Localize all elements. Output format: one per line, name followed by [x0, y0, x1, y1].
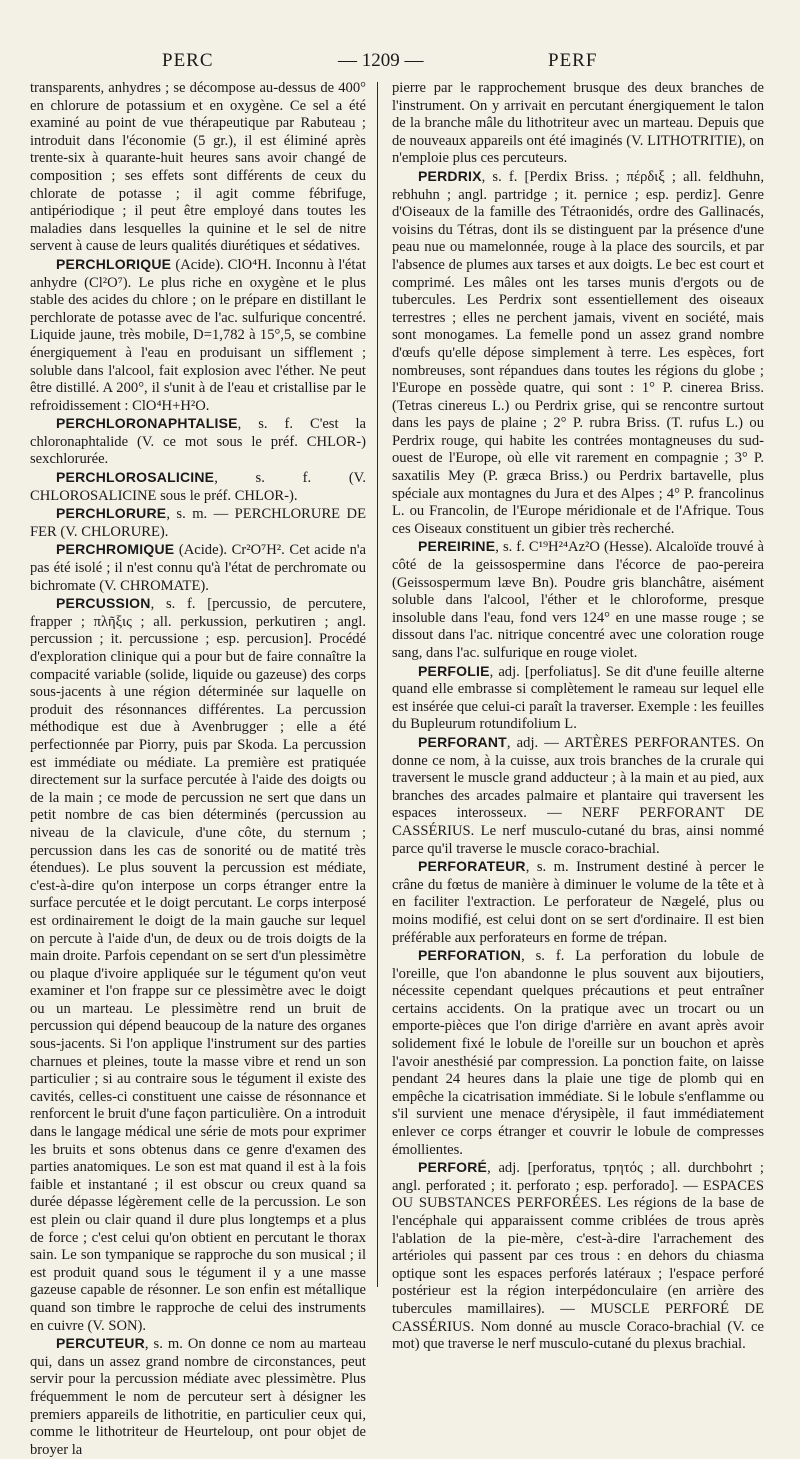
left-column [30, 80, 366, 1458]
entry-text: , s. m. Instrument destiné à percer le crâne du fœtus de manière à diminuer le volume de la tête et à en faciliter l'extraction. Le perforateur de Nægelé, plus ou moins modifié, est celui dont on se sert d'ordinaire. Il est bien préférable aux perforateurs en forme de trépan. [392, 859, 764, 946]
entry-percussion [30, 595, 366, 1335]
entry-perchlorure [30, 505, 366, 541]
entry-headword: PEREIRINE [418, 538, 496, 555]
entry-text: , s. f. (V. CHLOROSALICINE sous le préf. CHLOR-). [30, 470, 366, 504]
entry-headword: PERCHLORIQUE [56, 255, 172, 272]
entry-text: , s. f. C'est la chloronaphtalide (V. ce mot sous le préf. CHLOR-) sexchlorurée. [30, 416, 366, 468]
entry-headword: PERFORÉ [418, 1159, 488, 1176]
entry-text: , adj. [perfoliatus]. Se dit d'une feuille alterne quand elle embrasse si complètement le rameau sur lequel elle est insérée que celui-ci paraît la traverser. Exemple : les feuilles du Bupleurum rotundifolium L. [392, 663, 764, 733]
entry-text: , s. f. C¹⁹H²⁴Az²O (Hesse). Alcaloïde trouvé à côté de la geissospermine dans l'écorce de pao-pereira (Geissospermum læve Bn). Poudre gris blanchâtre, aisément soluble dans l'alcool, l'éther et le chloroforme, presque insoluble dans l'eau, fond vers 124° en une masse rouge ; se dissout dans l'ac. nitrique concentré avec une coloration rouge sang, dans l'ac. sulfurique en rouge violet. [392, 539, 764, 661]
entry-pereirine [392, 538, 764, 662]
entry-perfore [392, 1159, 764, 1354]
entry-headword: PERFORANT [418, 733, 507, 750]
running-head [0, 44, 800, 74]
entry-perforant [392, 734, 764, 858]
entry-perchloronaphtalise [30, 415, 366, 469]
entry-perfolie [392, 663, 764, 734]
entry-text: , s. m. On donne ce nom au marteau qui, dans un assez grand nombre de circonstances, peut servir pour la percussion médiate avec plessimètre. Plus fréquemment le nom de percuteur sert à désigner les premiers appareils de lithotritie, en particulier ceux qui, comme le lithotriteur de Heurteloup, ont pour objet de broyer la [30, 1336, 366, 1458]
entry-text: pierre par le rapprochement brusque des deux branches de l'instrument. On y arrivait en percutant énergiquement le talon de la branche mâle du lithotriteur avec un marteau. Depuis que de nouveaux appareils ont été imaginés (V. LITHOTRITIE), on n'emploie plus ces percuteurs. [392, 80, 764, 167]
entry-perforateur [392, 858, 764, 947]
entry-perchlorique [30, 256, 366, 415]
entry-headword: PERCHLORURE [56, 505, 167, 522]
entry-continuation [30, 80, 366, 256]
entry-text: , adj. [perforatus, τρητός ; all. durchbohrt ; angl. perforated ; it. perforato ; esp. perforado]. — ESPACES OU SUBSTANCES PERFORÉES. Les régions de la base de l'encéphale qui apparaissent comme criblées de trous après l'ablation de la pie-mère, c'est-à-dire l'arrachement des artérioles qui passent par ces trous : en dehors du chiasma optique sont les espaces perforés latéraux ; l'espace perforé postérieur est la région interpédonculaire (en arrière des tubercules mamillaires). — MUSCLE PERFORÉ DE CASSÉRIUS. Nom donné au muscle Coraco-brachial (V. ce mot) que traverse le nerf musculo-cutané du plexus brachial. [392, 1160, 764, 1353]
entry-headword: PERCHROMIQUE [56, 541, 175, 558]
entry-headword: PERDRIX [418, 167, 482, 184]
page-number: — 1209 — [338, 50, 424, 71]
entry-headword: PERCUSSION [56, 595, 151, 612]
entry-text: , adj. — ARTÈRES PERFORANTES. On donne ce nom, à la cuisse, aux trois branches de la crurale qui traversent le muscle grand adducteur ; à la main et au pied, aux branches des arcades palmaire et plantaire qui traversent les espaces interosseux. — NERF PERFORANT DE CASSÉRIUS. Le nerf musculo-cutané du bras, ainsi nommé parce qu'il traverse le muscle coraco-brachial. [392, 734, 764, 857]
entry-headword: PERCUTEUR [56, 1335, 145, 1352]
entry-text: (Acide). ClO⁴H. Inconnu à l'état anhydre (Cl²O⁷). Le plus riche en oxygène et le plus stable des acides du chlore ; on le prépare en distillant le perchlorate de potasse avec de l'ac. sulfurique concentré. Liquide jaune, très mobile, D=1,782 à 15°,5, se combine énergiquement à l'eau en produisant un sifflement ; soluble dans l'alcool, fait explosion avec l'éther. Ne peut être distillé. A 200°, il s'unit à de l'eau et cristallise par le refroidissement : ClO⁴H+H²O. [30, 256, 366, 414]
entry-percuteur [30, 1335, 366, 1459]
entry-perforation [392, 947, 764, 1159]
right-column [392, 80, 764, 1353]
entry-text: , s. f. [Perdix Briss. ; πέρδιξ ; all. feldhuhn, rebhuhn ; angl. partridge ; it. pernice ; esp. perdiz]. Genre d'Oiseaux de la famille des Tétraonidés, ordre des Gallinacés, voisins du Tétras, dont ils se distinguent par la présence d'une peau nue ou mamelonnée, rouge à la place des sourcils, et par l'absence de plumes aux tarses et aux doigts. Le bec est court et comprimé. Les mâles ont les tarses munis d'ergots ou de tubercules. Les Perdrix sont essentiellement des oiseaux terrestres ; elles ne perchent jamais, vivent en société, mais sont monogames. La femelle pond un assez grand nombre d'œufs qu'elle dépose simplement à terre. Les espèces, fort nombreuses, sont répandues dans toutes les régions du globe ; l'Europe en possède quatre, qui sont : 1° P. cinerea Briss. (Tetras cinereus L.) ou Perdrix grise, qui se rencontre surtout dans les pays de plaine ; 2° P. rubra Briss. (T. rufus L.) ou Perdrix rouge, qui habite les contrées montagneuses du sud-ouest de l'Europe, où elle vit rarement en compagnie ; 3° P. saxatilis Mey (P. græca Briss.) ou Perdrix bartavelle, plus spéciale aux montagnes du Jura et des Alpes ; 4° P. francolinus L. ou Francolin, de l'Europe méridionale et de l'Afrique. Tous ces Oiseaux constituent un gibier très recherché. [392, 168, 764, 537]
entry-text: , s. f. [percussio, de percutere, frapper ; πλῆξις ; all. perkussion, perkutiren ; angl. percussion ; it. percussione ; esp. percusion]. Procédé d'exploration clinique qui a pour but de faire connaître la compacité variable (solide, liquide ou gazeuse) des corps sous-jacents à une région déterminée sur laquelle on produit des résonnances différentes. La percussion méthodique est due à Avenbrugger ; elle a été perfectionnée par Piorry, puis par Skoda. La percussion est immédiate ou médiate. La première est pratiquée directement sur la surface percutée à l'aide des doigts ou de la main ; ce mode de percussion ne sert que dans un petit nombre de cas bien déterminés (percussion au niveau de la clavicule, d'une côte, du sternum ; percussion dans les cas de sonorité ou de matité très étendues). Le plus souvent la percussion est médiate, c'est-à-dire qu'on interpose un corps étranger entre la surface percutée et le doigt percutant. Le corps interposé est ordinairement le doigt de la main gauche sur lequel on percute à l'aide d'un, de deux ou de trois doigts de la main droite. Parfois cependant on se sert d'un plessimètre ou plaque d'ivoire appliquée sur le tégument qu'on veut examiner et l'on frappe sur ce plessimètre avec le doigt ou un marteau. Le plessimètre rend un bruit de percussion qui dépend beaucoup de la nature des organes sous-jacents. Si l'on applique l'instrument sur des parties charnues et pleines, toute la masse vibre et rend un son particulier ; si au contraire sous le tégument il existe des cavités, celles-ci constituent une caisse de résonnance et renforcent le bruit d'une façon particulière. On a introduit dans le langage médical une série de mots pour exprimer les bruits et sons obtenus dans ce genre d'examen des parties anatomiques. Le son est mat quand il est à la fois faible et instantané ; il est obscur ou creux quand sa durée dépasse légèrement celle de la percussion. Le son est plein ou clair quand il dure plus longtemps et a plus de force ; c'est celui qu'on obtient en percutant le thorax sain. Le son tympanique se rapproche du son musical ; il est produit quand sous le tégument il y a une masse gazeuse capable de résonner. Le son enfin est métallique quand son timbre le rapproche de celui des instruments en cuivre (V. SON). [30, 596, 366, 1334]
header-left-guideword: PERC [162, 50, 214, 71]
entry-headword: PERCHLORONAPHTALISE [56, 415, 238, 432]
entry-headword: PERFOLIE [418, 662, 490, 679]
entry-text: (Acide). Cr²O⁷H². Cet acide n'a pas été isolé ; il n'est connu qu'à l'état de perchromate ou bichromate (V. CHROMATE). [30, 542, 366, 594]
entry-perdrix [392, 168, 764, 538]
entry-perchlorosalicine [30, 469, 366, 505]
entry-headword: PERCHLOROSALICINE [56, 469, 215, 486]
entry-text: , s. f. La perforation du lobule de l'oreille, que l'on abandonne le plus souvent aux bijoutiers, nécessite cependant quelques précautions et peut entraîner certains accidents. On la pratique avec un trocart ou un emporte-pièces que l'on dirige d'arrière en avant après avoir solidement fixé le lobule de l'oreille sur un bouchon et après l'avoir anesthésié par compression. La ponction faite, on laisse pendant 24 heures dans la plaie une tige de plomb qui en empêche la cicatrisation immédiate. Si le lobule s'enflamme ou s'il survient une menace d'érysipèle, il faut immédiatement enlever ce corps étranger et couvrir le lobule de compresses émollientes. [392, 948, 764, 1158]
header-right-guideword: PERF [548, 50, 598, 71]
column-divider [377, 82, 378, 1287]
entry-continuation [392, 80, 764, 168]
entry-text: , s. m. — PERCHLORURE DE FER (V. CHLORURE). [30, 506, 366, 540]
entry-perchromique [30, 541, 366, 595]
entry-text: transparents, anhydres ; se décompose au-dessus de 400° en chlorure de potassium et en oxygène. Ce sel a été examiné au point de vue thérapeutique par Rabuteau ; introduit dans l'économie (5 gr.), il est éliminé après trente-six à quarante-huit heures sans avoir changé de composition ; ses effets sont différents de ceux du chlorate de potasse ; il agit comme fébrifuge, antipériodique ; il peut être employé dans toutes les maladies dans lesquelles la quinine et le sel de nitre servent à cause de leurs qualités diurétiques et sédatives. [30, 80, 366, 255]
entry-headword: PERFORATION [418, 947, 522, 964]
entry-headword: PERFORATEUR [418, 858, 526, 875]
